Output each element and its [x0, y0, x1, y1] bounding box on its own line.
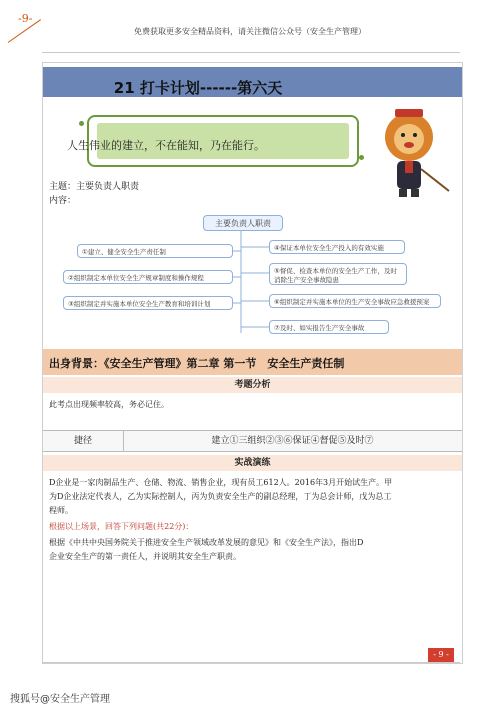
- quote-dot: [359, 155, 364, 160]
- practice-question: 根据以上场景，回答下列问题(共22分)：: [49, 522, 194, 531]
- page-number-bottom: - 9 -: [428, 648, 454, 662]
- diagram-node-left: ②组织制定本单位安全生产规章制度和操作规程: [63, 270, 233, 284]
- shortcut-table: [43, 430, 462, 452]
- content-label: 内容：: [49, 196, 77, 206]
- origin-title: 出身背景：《安全生产管理》第二章 第一节 安全生产责任制: [49, 357, 345, 370]
- header-rule: [42, 52, 460, 53]
- diagram-node-right: ④保证本单位安全生产投入的有效实施: [269, 240, 405, 254]
- lion-mascot-icon: [369, 103, 455, 199]
- analysis-heading: 考题分析: [43, 377, 462, 393]
- practice-line: 为D企业法定代表人，乙为实际控制人，丙为负责安全生产的副总经理，丁为总会计师，戊为总工: [49, 492, 392, 501]
- practice-q-line: 根据《中共中央国务院关于推进安全生产领域改革发展的意见》和《安全生产法》，指出D: [49, 538, 364, 547]
- practice-line: D企业是一家肉制品生产、仓储、物流、销售企业，现有员工612人。2016年3月开始试生产。甲: [49, 478, 393, 487]
- quote-text: 人生伟业的建立，不在能知，乃在能行。: [67, 139, 265, 152]
- diagram-root: 主要负责人职责: [203, 215, 283, 231]
- diagram-node-right: ⑦及时、如实报告生产安全事故: [269, 320, 389, 334]
- page-frame: [42, 62, 463, 664]
- diagram-node-left: ③组织制定并实施本单位安全生产教育和培训计划: [63, 296, 233, 310]
- practice-q-line: 企业安全生产的第一责任人，并说明其安全生产职责。: [49, 552, 241, 561]
- header-note: 免费获取更多安全精品资料，请关注微信公众号（安全生产管理）: [134, 27, 366, 36]
- analysis-text: 此考点出现频率较高，务必记住。: [49, 400, 169, 409]
- source-watermark: 搜狐号@安全生产管理: [10, 694, 110, 705]
- quote-dot: [79, 121, 84, 126]
- diagram-node-left: ①建立、健全安全生产责任制: [77, 244, 233, 258]
- practice-line: 程师。: [49, 506, 73, 515]
- footer-rule: [42, 662, 460, 663]
- topic-label: 主题：主要负责人职责: [49, 182, 140, 192]
- origin-band: [43, 349, 462, 375]
- title-banner: [43, 67, 462, 97]
- practice-heading: 实战演练: [43, 455, 462, 471]
- page-number-top: -9-: [18, 12, 33, 25]
- shortcut-value: 建立①三组织②③⑥保证④督促⑤及时⑦: [211, 436, 374, 446]
- shortcut-key: 捷径: [43, 431, 124, 451]
- banner-title: 21 打卡计划------第六天: [113, 79, 283, 97]
- duty-diagram: [43, 211, 462, 337]
- diagram-node-right: ⑥组织制定并实施本单位的生产安全事故应急救援预案: [269, 294, 441, 308]
- diagram-node-right: ⑤督促、检查本单位的安全生产工作，及时消除生产安全事故隐患: [269, 263, 407, 285]
